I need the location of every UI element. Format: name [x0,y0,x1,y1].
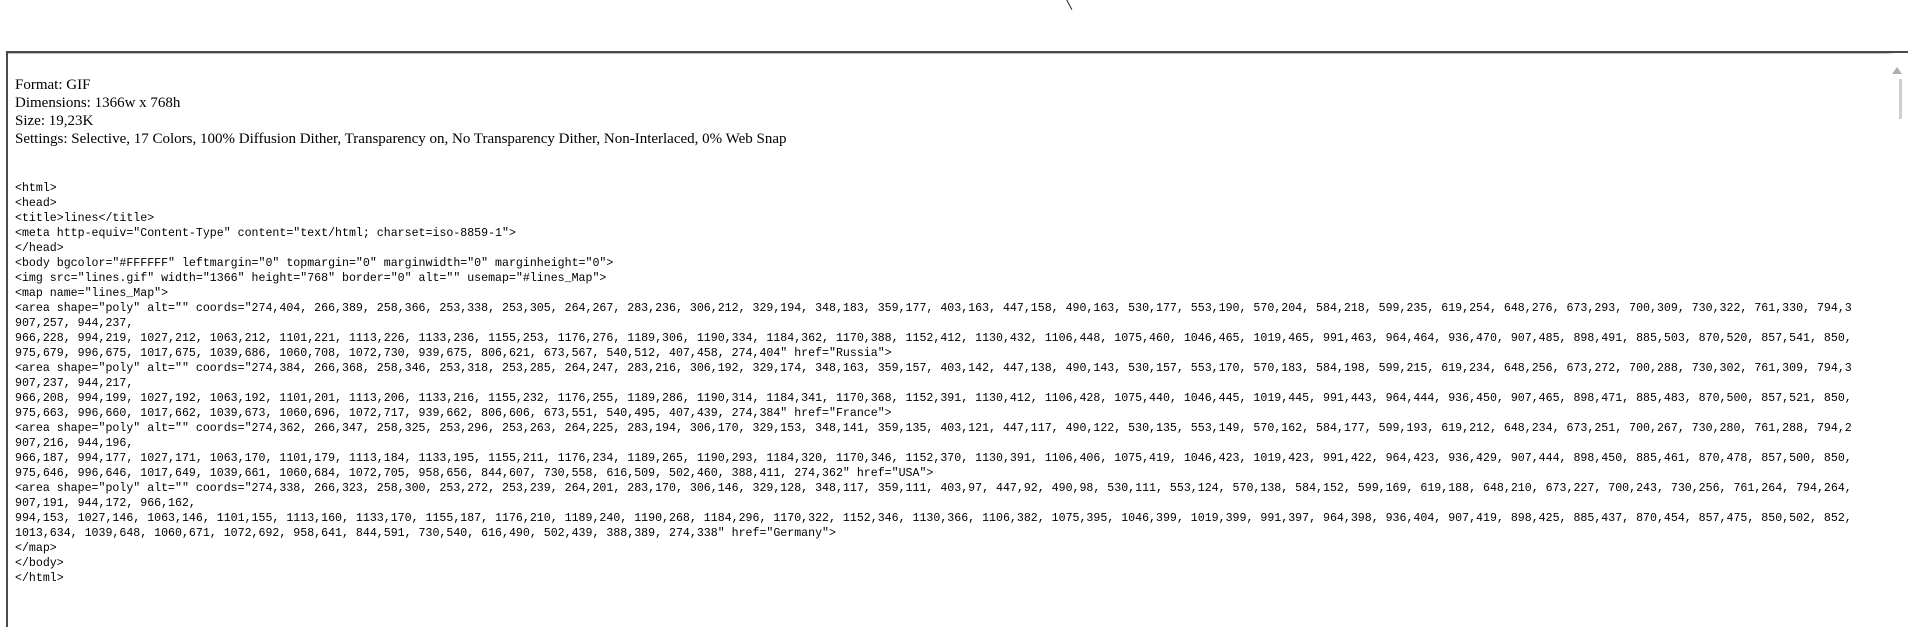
code-line: </head> [15,242,64,255]
code-line: <area shape="poly" alt="" coords="274,404, 266,389, 258,366, 253,338, 253,305, 264,267, 283,236, 306,212, 329,194, 348,183, 359,177, 403,163, 447,158, 490,163, 530,177, 553,190, 570,204, 584,218, 599,235, 619,254, 648,276, 673,293, 700,309, 730,322, 761,330, 794,3 [15,302,1852,315]
scrollbar-area[interactable] [1886,53,1908,627]
document-frame [6,51,1908,627]
code-line: 994,153, 1027,146, 1063,146, 1101,155, 1113,160, 1133,170, 1155,187, 1176,210, 1189,240, 1190,268, 1184,296, 1170,322, 1152,346, 1130,366, 1106,382, 1075,395, 1046,399, 1019,399, 991,397, 964,398, 936,404, 907,419, 898,425, 885,437, 870,454, 857,475, 850,502, 852, [15,512,1852,525]
code-line: <area shape="poly" alt="" coords="274,384, 266,368, 258,346, 253,318, 253,285, 264,247, 283,216, 306,192, 329,174, 348,163, 359,157, 403,142, 447,138, 490,143, 530,157, 553,170, 570,183, 584,198, 599,215, 619,234, 648,256, 673,272, 700,288, 730,302, 761,309, 794,3 [15,362,1852,375]
html-source-code [15,181,1852,586]
code-line: <img src="lines.gif" width="1366" height="768" border="0" alt="" usemap="#lines_Map"> [15,272,607,285]
scrollbar-thumb[interactable] [1899,79,1902,119]
code-line: 907,216, 944,196, [15,437,134,450]
image-metadata [15,76,787,148]
size-line: Size: 19,23K [15,113,94,129]
dimensions-line: Dimensions: 1366w x 768h [15,95,181,111]
code-line: <html> [15,182,57,195]
code-line: 907,191, 944,172, 966,162, [15,497,196,510]
code-line: <area shape="poly" alt="" coords="274,362, 266,347, 258,325, 253,296, 253,263, 264,225, 283,194, 306,170, 329,153, 348,141, 359,135, 403,121, 447,117, 490,122, 530,135, 553,149, 570,162, 584,177, 599,193, 619,212, 648,234, 673,251, 700,267, 730,280, 761,288, 794,2 [15,422,1852,435]
code-line: <meta http-equiv="Content-Type" content="text/html; charset=iso-8859-1"> [15,227,516,240]
code-line: 1013,634, 1039,648, 1060,671, 1072,692, 958,641, 844,591, 730,540, 616,490, 502,439, 388,389, 274,338" href="Germany"> [15,527,836,540]
code-line: <area shape="poly" alt="" coords="274,338, 266,323, 258,300, 253,272, 253,239, 264,201, 283,170, 306,146, 329,128, 348,117, 359,111, 403,97, 447,92, 490,98, 530,111, 553,124, 570,138, 584,152, 599,169, 619,188, 648,210, 673,227, 700,243, 730,256, 761,264, 794,264, [15,482,1852,495]
code-line: 907,257, 944,237, [15,317,134,330]
code-line: 966,228, 994,219, 1027,212, 1063,212, 1101,221, 1113,226, 1133,236, 1155,253, 1176,276, 1189,306, 1190,334, 1184,362, 1170,388, 1152,412, 1130,432, 1106,448, 1075,460, 1046,465, 1019,465, 991,463, 964,464, 936,470, 907,485, 898,491, 885,503, 870,520, 857,541, 850, [15,332,1852,345]
code-line: <title>lines</title> [15,212,155,225]
settings-line: Settings: Selective, 17 Colors, 100% Diffusion Dither, Transparency on, No Transparency Dither, Non-Interlaced, 0% Web Snap [15,131,787,147]
code-line: 975,679, 996,675, 1017,675, 1039,686, 1060,708, 1072,730, 939,675, 806,621, 673,567, 540,512, 407,458, 274,404" href="Russia"> [15,347,892,360]
code-line: </map> [15,542,57,555]
code-line: </body> [15,557,64,570]
code-line: 966,187, 994,177, 1027,171, 1063,170, 1101,179, 1113,184, 1133,195, 1155,211, 1176,234, 1189,265, 1190,293, 1184,320, 1170,346, 1152,370, 1130,391, 1106,406, 1075,419, 1046,423, 1019,423, 991,422, 964,423, 936,429, 907,444, 898,450, 885,461, 870,478, 857,500, 850, [15,452,1852,465]
code-line: 975,646, 996,646, 1017,649, 1039,661, 1060,684, 1072,705, 958,656, 844,607, 730,558, 616,509, 502,460, 388,411, 274,362" href="USA"> [15,467,934,480]
format-line: Format: GIF [15,77,91,93]
code-line: 966,208, 994,199, 1027,192, 1063,192, 1101,201, 1113,206, 1133,216, 1155,232, 1176,255, 1189,286, 1190,314, 1184,341, 1170,368, 1152,391, 1130,412, 1106,428, 1075,440, 1046,445, 1019,445, 991,443, 964,444, 936,450, 907,465, 898,471, 885,483, 870,500, 857,521, 850, [15,392,1852,405]
frame-divider [8,53,1908,54]
code-line: <body bgcolor="#FFFFFF" leftmargin="0" topmargin="0" marginwidth="0" marginheight="0"> [15,257,614,270]
code-line: <map name="lines_Map"> [15,287,169,300]
code-line: </html> [15,572,64,585]
stray-stroke-mark [1063,0,1072,10]
code-line: 975,663, 996,660, 1017,662, 1039,673, 1060,696, 1072,717, 939,662, 806,606, 673,551, 540,495, 407,439, 274,384" href="France"> [15,407,892,420]
code-line: <head> [15,197,57,210]
scroll-up-icon[interactable] [1892,67,1902,74]
code-line: 907,237, 944,217, [15,377,134,390]
